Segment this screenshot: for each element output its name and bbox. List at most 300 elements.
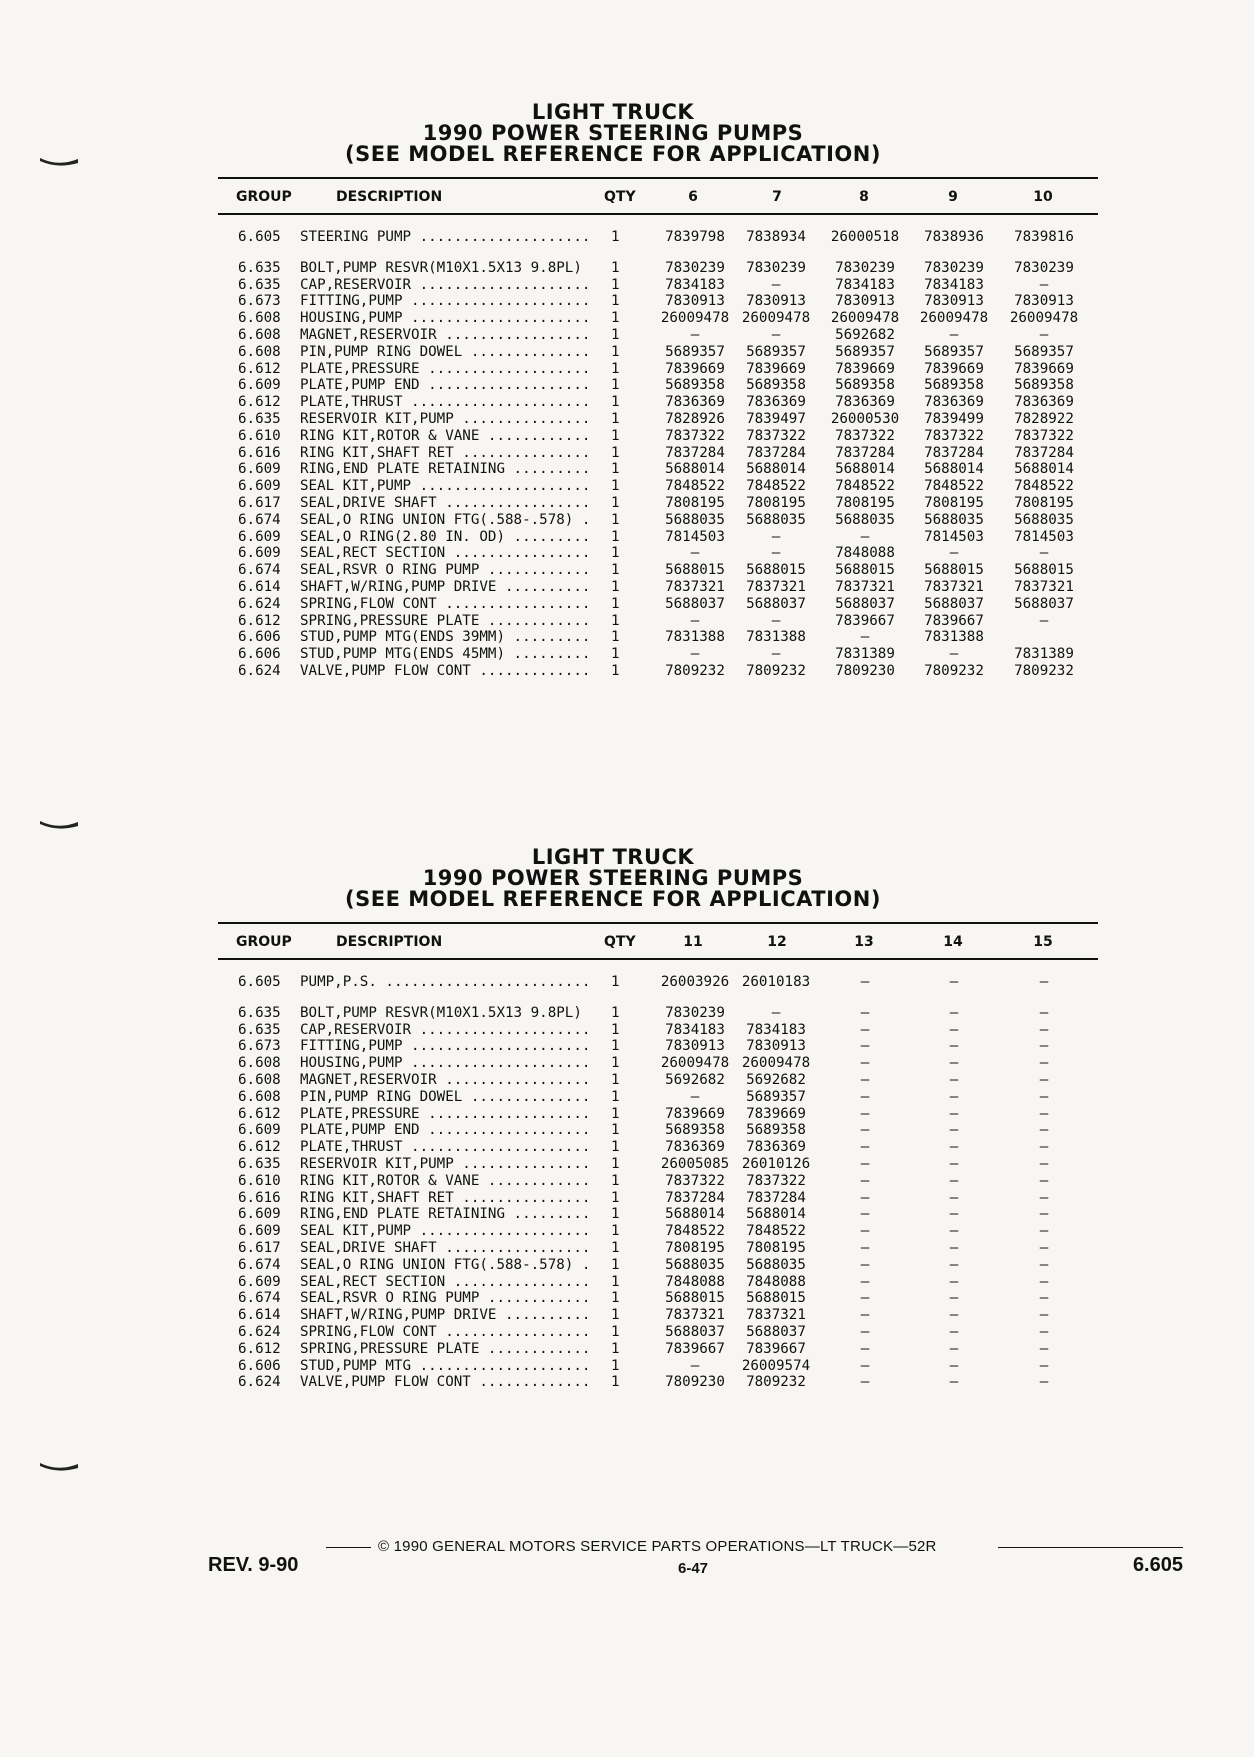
table-row [218,478,1098,495]
description-cell: BOLT,PUMP RESVR(M10X1.5X13 9.8PL) [300,259,582,276]
part-number-cell: 7830239 [746,259,806,276]
group-cell: 6.609 [238,528,281,545]
part-number-cell: 7809230 [665,1374,725,1391]
qty-cell: 1 [611,1223,620,1240]
part-number-cell: 7828926 [665,410,725,427]
part-number-cell: 7837284 [1014,444,1074,461]
group-cell: 6.606 [238,629,281,646]
group-cell: 6.635 [238,259,281,276]
part-number-cell: — [860,1105,870,1122]
part-number-cell: — [949,1256,959,1273]
qty-cell: 1 [611,1307,620,1324]
part-number-cell: — [949,1340,959,1357]
qty-cell: 1 [611,494,620,511]
part-number-cell: 5688015 [924,562,984,579]
binder-hole-mark [38,818,80,832]
part-number-cell: 7839669 [1014,360,1074,377]
qty-cell: 1 [611,1340,620,1357]
part-number-cell: 7836369 [746,1139,806,1156]
part-number-cell: 7808195 [746,494,806,511]
group-cell: 6.605 [238,229,281,245]
part-number-cell: 5692682 [665,1071,725,1088]
description-cell: SPRING,PRESSURE PLATE ............ [300,1340,591,1357]
part-number-cell: 5688037 [746,595,806,612]
qty-cell: 1 [611,1256,620,1273]
qty-cell: 1 [611,276,620,293]
qty-cell: 1 [611,1038,620,1055]
part-number-cell: 7848088 [665,1273,725,1290]
part-number-cell: 5688037 [1014,595,1074,612]
part-number-cell: — [949,646,959,663]
part-number-cell: 7831388 [924,629,984,646]
part-number-cell: — [860,1189,870,1206]
part-number-cell: — [949,1155,959,1172]
group-cell: 6.635 [238,1004,281,1021]
part-number-cell: — [1039,1323,1049,1340]
parts-section-2 [218,847,1098,1391]
part-number-cell: 7830913 [1014,293,1074,310]
heading-line-3: (SEE MODEL REFERENCE FOR APPLICATION) [345,887,881,911]
description-cell: SEAL,RECT SECTION ................ [300,1273,591,1290]
group-cell: 6.608 [238,1088,281,1105]
part-number-cell: 7814503 [665,528,725,545]
part-number-cell: 5689357 [1014,343,1074,360]
part-number-cell: 5688037 [665,595,725,612]
part-number-cell: 26005085 [660,1155,730,1172]
part-number-cell: 5689358 [746,377,806,394]
qty-cell: 1 [611,562,620,579]
table-row [218,646,1098,663]
part-number-cell: 26009478 [830,310,900,327]
table-row [218,293,1098,310]
qty-cell: 1 [611,1290,620,1307]
description-cell: PLATE,PUMP END ................... [300,1122,591,1139]
part-number-cell: 5688015 [665,562,725,579]
part-number-cell: 7848522 [665,478,725,495]
part-number-cell: 7830913 [665,1038,725,1055]
part-number-cell: 7839499 [924,410,984,427]
part-number-cell: 7814503 [1014,528,1074,545]
part-number-cell: — [771,612,781,629]
table-row [218,663,1098,680]
qty-cell: 1 [611,343,620,360]
qty-cell: 1 [611,1004,620,1021]
parts-table-body [218,974,1098,1391]
part-number-cell: — [860,1155,870,1172]
part-number-cell: 7830913 [835,293,895,310]
table-row [218,1156,1098,1173]
part-number-cell: 7837322 [665,1172,725,1189]
qty-cell: 1 [611,578,620,595]
description-cell: SEAL,RECT SECTION ................ [300,545,591,562]
part-number-cell: — [1039,974,1049,990]
group-cell: 6.617 [238,494,281,511]
group-cell: 6.609 [238,478,281,495]
table-row [218,1374,1098,1391]
group-cell: 6.612 [238,394,281,411]
part-number-cell: 7839667 [924,612,984,629]
part-number-cell: — [860,1122,870,1139]
part-number-cell: — [771,276,781,293]
part-number-cell: — [949,1273,959,1290]
revision-label: REV. 9-90 [208,1554,299,1576]
part-number-cell: — [1039,1038,1049,1055]
qty-cell: 1 [611,461,620,478]
part-number-cell: 26009478 [1009,310,1079,327]
qty-cell: 1 [611,427,620,444]
part-number-cell: — [949,1206,959,1223]
part-number-cell: — [860,1374,870,1391]
table-header-row [218,924,1098,958]
parts-section-1 [218,102,1098,680]
table-row [218,1173,1098,1190]
page-number: 6-47 [678,1560,709,1577]
part-number-cell: 5688035 [835,511,895,528]
table-row [218,1257,1098,1274]
group-cell: 6.610 [238,427,281,444]
qty-cell: 1 [611,410,620,427]
part-number-cell: 26009478 [660,310,730,327]
description-cell: FITTING,PUMP ..................... [300,1038,591,1055]
table-row [218,1341,1098,1358]
qty-cell: 1 [611,1323,620,1340]
description-cell: PIN,PUMP RING DOWEL .............. [300,1088,591,1105]
table-row [218,310,1098,327]
part-number-cell: — [1039,1172,1049,1189]
part-number-cell: — [860,1088,870,1105]
table-row [218,974,1098,991]
footer-rule-right [998,1547,1183,1548]
part-number-cell: — [1039,1223,1049,1240]
description-cell: SPRING,FLOW CONT ................. [300,1323,591,1340]
part-number-cell: 7839669 [924,360,984,377]
part-number-cell: 7830913 [665,293,725,310]
part-number-cell: 7808195 [835,494,895,511]
table-row [218,1324,1098,1341]
part-number-cell: — [1039,1374,1049,1391]
description-cell: SPRING,PRESSURE PLATE ............ [300,612,591,629]
part-number-cell: 7836369 [835,394,895,411]
table-header-rule [218,213,1098,215]
part-number-cell: 7839669 [835,360,895,377]
part-number-cell: 7839667 [835,612,895,629]
group-cell: 6.624 [238,595,281,612]
footer-rule-left [326,1547,371,1548]
description-cell: RING KIT,SHAFT RET ............... [300,1189,591,1206]
table-row [218,613,1098,630]
part-number-cell: 5689358 [924,377,984,394]
table-row [218,277,1098,294]
table-row [218,529,1098,546]
group-cell: 6.614 [238,1307,281,1324]
part-number-cell: — [860,1206,870,1223]
table-row [218,1240,1098,1257]
table-row [218,1106,1098,1123]
table-row [218,1022,1098,1039]
part-number-cell: — [1039,1307,1049,1324]
header-model-col: 9 [948,189,958,205]
part-number-cell: — [860,1021,870,1038]
heading-line-2: 1990 POWER STEERING PUMPS [422,866,804,890]
part-number-cell: 7809230 [835,662,895,679]
table-row [218,1089,1098,1106]
part-number-cell: 5689358 [1014,377,1074,394]
part-number-cell: — [1039,1357,1049,1374]
part-number-cell: — [690,612,700,629]
part-number-cell: 7809232 [746,1374,806,1391]
part-number-cell: 5692682 [746,1071,806,1088]
part-number-cell: — [949,1290,959,1307]
group-cell: 6.673 [238,293,281,310]
table-row [218,344,1098,361]
part-number-cell: 5688035 [665,511,725,528]
header-model-col: 6 [688,189,698,205]
header-model-col: 13 [854,934,874,950]
part-number-cell: 26009478 [741,310,811,327]
description-cell: VALVE,PUMP FLOW CONT ............. [300,1374,591,1391]
group-cell: 6.635 [238,1021,281,1038]
table-row [218,1223,1098,1240]
qty-cell: 1 [611,511,620,528]
part-number-cell: 7838936 [924,229,984,245]
part-number-cell: 5689358 [835,377,895,394]
part-number-cell: — [860,1307,870,1324]
part-number-cell: — [949,1189,959,1206]
part-number-cell: — [949,1307,959,1324]
part-number-cell: 26009478 [660,1055,730,1072]
group-cell: 6.610 [238,1172,281,1189]
description-cell: PLATE,THRUST ..................... [300,1139,591,1156]
part-number-cell: — [949,1122,959,1139]
part-number-cell: 7830913 [924,293,984,310]
part-number-cell: — [1039,1122,1049,1139]
table-row [218,411,1098,428]
part-number-cell: 7837284 [746,1189,806,1206]
description-cell: RING KIT,ROTOR & VANE ............ [300,1172,591,1189]
table-row [218,1005,1098,1022]
qty-cell: 1 [611,310,620,327]
part-number-cell: — [1039,276,1049,293]
qty-cell: 1 [611,646,620,663]
part-number-cell: — [949,1172,959,1189]
description-cell: STUD,PUMP MTG(ENDS 39MM) ......... [300,629,591,646]
qty-cell: 1 [611,293,620,310]
table-row [218,229,1098,246]
group-cell: 6.612 [238,1105,281,1122]
qty-cell: 1 [611,1155,620,1172]
part-number-cell: 5688035 [1014,511,1074,528]
part-number-cell: 26009478 [741,1055,811,1072]
part-number-cell: — [860,1139,870,1156]
part-number-cell: 7848522 [746,1223,806,1240]
part-number-cell: — [860,1055,870,1072]
part-number-cell: 5688015 [746,1290,806,1307]
part-number-cell: 7809232 [1014,662,1074,679]
description-cell: SEAL,DRIVE SHAFT ................. [300,1239,591,1256]
description-cell: PIN,PUMP RING DOWEL .............. [300,343,591,360]
table-header-rule [218,958,1098,960]
part-number-cell: 5688035 [924,511,984,528]
header-description: DESCRIPTION [336,189,443,205]
part-number-cell: — [860,1239,870,1256]
part-number-cell: — [1039,326,1049,343]
part-number-cell: 7848522 [746,478,806,495]
part-number-cell: — [860,1357,870,1374]
parts-table-body [218,229,1098,680]
part-number-cell: 26000518 [830,229,900,245]
group-cell: 6.674 [238,511,281,528]
part-number-cell: 7814503 [924,528,984,545]
part-number-cell: 7837322 [746,427,806,444]
table-row [218,1290,1098,1307]
part-number-cell: — [860,1340,870,1357]
table-row [218,562,1098,579]
group-cell: 6.605 [238,974,281,990]
part-number-cell: 5689358 [665,1122,725,1139]
part-number-cell: 7848522 [665,1223,725,1240]
qty-cell: 1 [611,545,620,562]
description-cell: PLATE,PUMP END ................... [300,377,591,394]
part-number-cell: 7836369 [1014,394,1074,411]
group-cell: 6.609 [238,461,281,478]
part-number-cell: 7808195 [665,494,725,511]
part-number-cell: — [860,1290,870,1307]
part-number-cell: 7837322 [665,427,725,444]
part-number-cell: 5688014 [665,461,725,478]
part-number-cell: — [1039,545,1049,562]
group-cell: 6.612 [238,1139,281,1156]
group-cell: 6.608 [238,326,281,343]
part-number-cell: 26010126 [741,1155,811,1172]
part-number-cell: — [1039,1155,1049,1172]
table-row [218,260,1098,277]
header-description: DESCRIPTION [336,934,443,950]
table-row [218,1139,1098,1156]
part-number-cell: — [949,1038,959,1055]
table-row [218,461,1098,478]
part-number-cell: — [949,1021,959,1038]
part-number-cell: 7837322 [835,427,895,444]
part-number-cell: 7837321 [924,578,984,595]
part-number-cell: 5688014 [1014,461,1074,478]
part-number-cell: 7837321 [835,578,895,595]
part-number-cell: — [771,545,781,562]
part-number-cell: 7830239 [924,259,984,276]
group-cell: 6.616 [238,1189,281,1206]
part-number-cell: 5689358 [665,377,725,394]
group-cell: 6.609 [238,1273,281,1290]
part-number-cell: 5688014 [835,461,895,478]
part-number-cell: 7848522 [1014,478,1074,495]
binder-hole-mark [38,155,80,169]
description-cell: HOUSING,PUMP ..................... [300,1055,591,1072]
part-number-cell: 7837321 [746,1307,806,1324]
description-cell: RING KIT,ROTOR & VANE ............ [300,427,591,444]
qty-cell: 1 [611,1172,620,1189]
table-row [218,394,1098,411]
part-number-cell: 7830239 [1014,259,1074,276]
part-number-cell: 5688015 [835,562,895,579]
description-cell: SEAL,O RING(2.80 IN. OD) ......... [300,528,591,545]
group-cell: 6.624 [238,1323,281,1340]
table-row [218,1206,1098,1223]
table-row [218,512,1098,529]
part-number-cell: — [690,326,700,343]
part-number-cell: 7848088 [835,545,895,562]
part-number-cell: — [690,1357,700,1374]
part-number-cell: 7839669 [665,360,725,377]
part-number-cell: 7834183 [835,276,895,293]
description-cell: PUMP,P.S. ........................ [300,974,591,990]
part-number-cell: — [860,1273,870,1290]
part-number-cell: 7848522 [835,478,895,495]
part-number-cell: 7809232 [746,662,806,679]
table-header-row [218,179,1098,213]
part-number-cell: 5688037 [665,1323,725,1340]
part-number-cell: 7837321 [665,578,725,595]
part-number-cell: — [949,1105,959,1122]
part-number-cell: — [860,1256,870,1273]
part-number-cell: — [1039,1139,1049,1156]
qty-cell: 1 [611,1239,620,1256]
table-row [218,1274,1098,1291]
group-cell: 6.609 [238,545,281,562]
part-number-cell: 7837321 [1014,578,1074,595]
heading-line-2: 1990 POWER STEERING PUMPS [422,121,804,145]
part-number-cell: 5688014 [746,461,806,478]
part-number-cell: 5689357 [746,343,806,360]
description-cell: SEAL,RSVR O RING PUMP ............ [300,1290,591,1307]
part-number-cell: — [949,1357,959,1374]
part-number-cell: — [949,974,959,990]
part-number-cell: — [860,1004,870,1021]
part-number-cell: 7837322 [1014,427,1074,444]
part-number-cell: — [1039,1256,1049,1273]
description-cell: STUD,PUMP MTG .................... [300,1357,591,1374]
part-number-cell: 5689357 [924,343,984,360]
description-cell: SEAL,O RING UNION FTG(.588-.578) . [300,1256,591,1273]
part-number-cell: — [949,1139,959,1156]
part-number-cell: 7836369 [924,394,984,411]
group-cell: 6.635 [238,1155,281,1172]
part-number-cell: — [860,1323,870,1340]
qty-cell: 1 [611,1088,620,1105]
description-cell: VALVE,PUMP FLOW CONT ............. [300,662,591,679]
part-number-cell: — [949,1004,959,1021]
part-number-cell: — [1039,1055,1049,1072]
description-cell: RING KIT,SHAFT RET ............... [300,444,591,461]
table-row [218,579,1098,596]
group-cell: 6.674 [238,1290,281,1307]
part-number-cell: — [949,1055,959,1072]
description-cell: RING,END PLATE RETAINING ......... [300,1206,591,1223]
part-number-cell: 5692682 [835,326,895,343]
part-number-cell: — [1039,1004,1049,1021]
part-number-cell: — [860,1071,870,1088]
part-number-cell: — [860,1223,870,1240]
table-row [218,1055,1098,1072]
copyright-notice: © 1990 GENERAL MOTORS SERVICE PARTS OPERATIONS—LT TRUCK—52R [378,1538,937,1555]
qty-cell: 1 [611,612,620,629]
qty-cell: 1 [611,1206,620,1223]
part-number-cell: 7834183 [665,1021,725,1038]
qty-cell: 1 [611,394,620,411]
part-number-cell: — [1039,1071,1049,1088]
description-cell: SHAFT,W/RING,PUMP DRIVE .......... [300,1307,591,1324]
group-cell: 6.624 [238,1374,281,1391]
description-cell: SEAL KIT,PUMP .................... [300,1223,591,1240]
part-number-cell: — [1039,1088,1049,1105]
